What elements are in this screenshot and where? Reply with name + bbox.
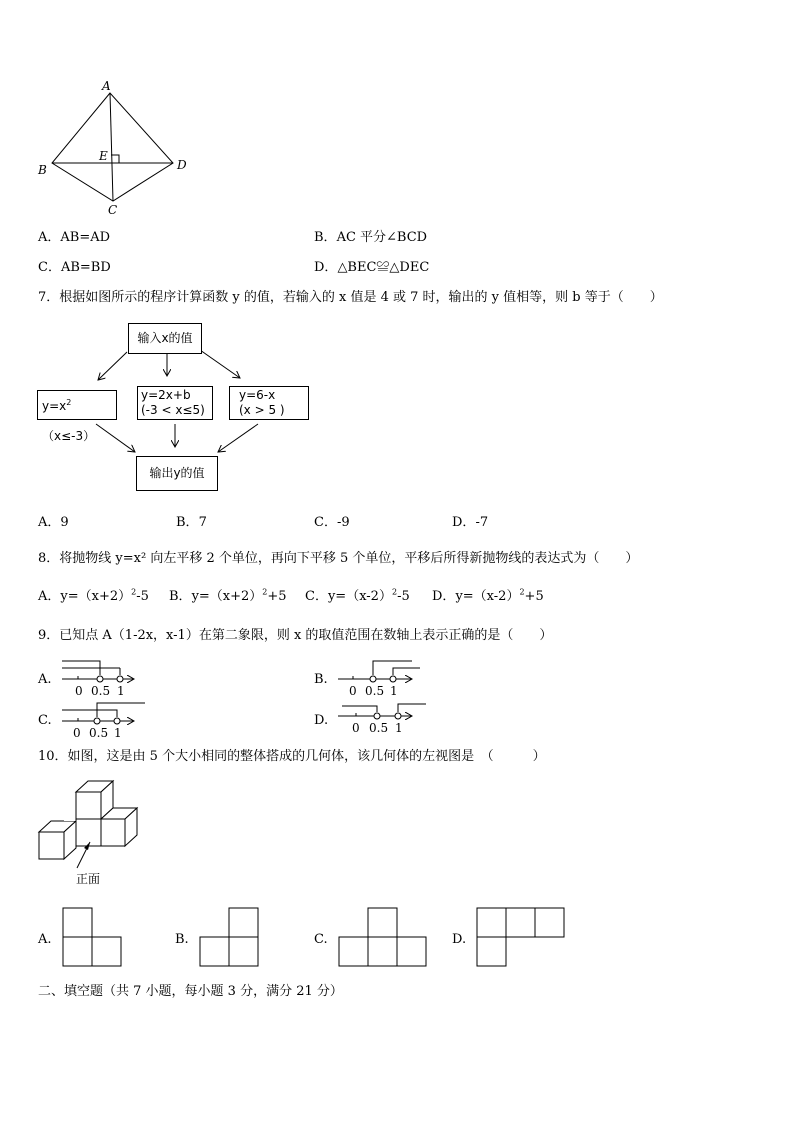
flow-middle-condition: (-3 < x≤5) <box>141 403 205 417</box>
option-text: y=（x-2） <box>455 589 520 604</box>
option-letter: B． <box>314 230 337 245</box>
flow-right-condition: (x > 5 ) <box>239 403 285 417</box>
tick-label-0: 0 <box>349 684 357 698</box>
flow-right-formula: y=6-x <box>239 388 276 402</box>
option-text: 7 <box>198 515 207 530</box>
option-letter: C． <box>38 260 61 275</box>
option-text-tail: +5 <box>267 589 287 604</box>
option-exponent: 2 <box>131 587 137 597</box>
option-letter: A． <box>38 230 61 245</box>
option-letter: C． <box>305 589 328 604</box>
tick-label-0-5: 0.5 <box>89 726 109 740</box>
tick-label-1: 1 <box>114 726 122 740</box>
option-text: △BEC≌△DEC <box>337 260 430 275</box>
flow-left-formula: y=x <box>42 399 67 413</box>
q9-option-a-letter[interactable]: A. <box>38 672 52 687</box>
q9-option-b-letter[interactable]: B. <box>314 672 328 687</box>
option-text-tail: +5 <box>524 589 544 604</box>
option-text-tail: -5 <box>136 589 149 604</box>
tick-label-0: 0 <box>75 684 83 698</box>
flow-left-condition: （x≤-3） <box>42 429 96 443</box>
q9-option-d-letter[interactable]: D. <box>314 713 329 728</box>
option-letter: A． <box>38 515 61 530</box>
point-label-e: E <box>99 149 108 163</box>
option-text: AC 平分∠BCD <box>336 230 428 245</box>
option-letter: D． <box>452 515 476 530</box>
front-view-label: 正面 <box>76 872 101 886</box>
option-letter: D． <box>314 260 338 275</box>
option-text: -7 <box>475 515 489 530</box>
option-text: y=（x-2） <box>327 589 392 604</box>
option-letter: B． <box>176 515 199 530</box>
option-letter: C． <box>314 515 337 530</box>
q10-question-text: 10．如图，这是由 5 个大小相同的整体搭成的几何体，该几何体的左视图是 （ ） <box>38 749 546 764</box>
tick-label-1: 1 <box>395 721 403 735</box>
q10-option-a-letter[interactable]: A. <box>38 932 52 947</box>
tick-label-1: 1 <box>117 684 125 698</box>
option-exponent: 2 <box>519 587 525 597</box>
tick-label-0-5: 0.5 <box>91 684 111 698</box>
flow-input-text: 输入x的值 <box>137 331 193 345</box>
q10-option-c-letter[interactable]: C. <box>314 932 328 947</box>
point-label-b: B <box>38 163 47 177</box>
option-exponent: 2 <box>262 587 268 597</box>
option-exponent: 2 <box>391 587 398 597</box>
point-label-a: A <box>102 79 111 93</box>
option-text: AB=BD <box>60 260 111 275</box>
option-text: y=（x+2） <box>60 589 132 604</box>
option-letter: D． <box>432 589 456 604</box>
point-label-c: C <box>108 203 118 217</box>
flow-middle-formula: y=2x+b <box>141 388 191 402</box>
option-text: -9 <box>336 515 350 530</box>
q10-option-d-letter[interactable]: D. <box>452 932 467 947</box>
option-text-tail: -5 <box>397 589 410 604</box>
q7-question-text: 7．根据如图所示的程序计算函数 y 的值，若输入的 x 值是 4 或 7 时，输出的 y 值相等，则 b 等于（ ） <box>38 290 663 305</box>
flow-left-exponent: 2 <box>66 398 72 407</box>
q9-option-c-letter[interactable]: C. <box>38 713 52 728</box>
tick-label-0-5: 0.5 <box>365 684 385 698</box>
q10-option-b-letter[interactable]: B. <box>175 932 189 947</box>
option-text: AB=AD <box>60 230 111 245</box>
q9-question-text: 9．已知点 A（1-2x，x-1）在第二象限，则 x 的取值范围在数轴上表示正确的是（ ） <box>38 628 553 643</box>
option-text: 9 <box>60 515 69 530</box>
section-2-heading: 二、填空题（共 7 小题，每小题 3 分，满分 21 分） <box>38 984 343 999</box>
tick-label-0: 0 <box>352 721 360 735</box>
q8-question-text: 8．将抛物线 y=x² 向左平移 2 个单位，再向下平移 5 个单位，平移后所得新抛物线的表达式为（ ） <box>38 551 639 566</box>
option-letter: B． <box>169 589 192 604</box>
option-letter: A． <box>38 589 61 604</box>
flow-output-text: 输出y的值 <box>149 466 205 480</box>
option-text: y=（x+2） <box>191 589 263 604</box>
tick-label-0-5: 0.5 <box>369 721 389 735</box>
tick-label-1: 1 <box>390 684 398 698</box>
point-label-d: D <box>177 158 187 172</box>
tick-label-0: 0 <box>73 726 81 740</box>
